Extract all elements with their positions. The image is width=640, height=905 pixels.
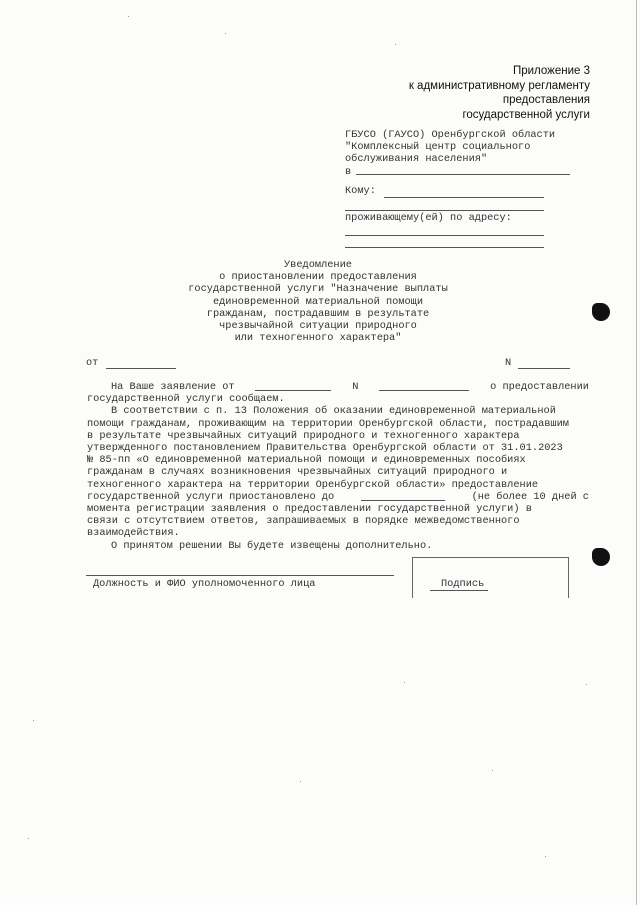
to-label: Кому: [345,185,376,197]
scan-speck [586,684,587,685]
address-line [345,235,544,236]
number-label: N [505,357,512,369]
in-label: в [345,165,352,178]
position-label: Должность и ФИО уполномоченного лица [93,578,316,590]
paragraph-2-line: В соответствии с п. 13 Положения об оказании единовременной материальной [111,405,556,418]
appendix-title: Приложение 3 [512,65,590,77]
scan-speck [545,856,546,857]
suspension-date-blank [361,491,445,501]
scan-speck [33,720,34,721]
statement-number-blank [379,381,469,391]
addressee-block [345,129,555,178]
scan-speck [492,770,493,771]
paragraph-1-line-2: государственной услуги сообщаем. [87,393,285,406]
date-line [106,368,176,369]
paragraph-2-line: связи с отсутствием ответов, запрашиваемых в порядке межведомственного [87,515,520,528]
paragraph-2-line: техногенного характера на территории Оренбургской области» предоставление [87,478,539,491]
page-edge [636,0,637,905]
signature-box [412,557,569,598]
notice-subject: государственной услуги "Назначение выплаты [188,283,448,296]
organization-name: ГБУСО (ГАУСО) Оренбургской области [345,129,556,141]
suspension-text: (не более 10 дней с [471,490,589,503]
appendix-line: государственной услуги [462,108,590,121]
hole-punch-mark [592,548,610,566]
date-from-label: от [86,357,99,369]
notice-body [87,381,589,552]
paragraph-2-line: № 85-пп «О единовременной материальной помощи и единовременных пособиях [87,454,526,467]
notice-subject: о приостановлении предоставления [219,271,417,284]
address-line-2 [345,247,544,248]
statement-text: о предоставлении [490,381,589,393]
signature-label: Подпись [441,578,485,590]
paragraph-2-line [87,491,589,503]
notice-title [150,259,486,344]
notice-subject: гражданам, пострадавшим в результате [206,307,430,320]
scan-speck [300,781,301,782]
scan-speck [404,682,405,683]
statement-date-blank [255,381,331,391]
appendix-line: к административному регламенту [408,79,590,92]
notice-subject: единовременной материальной помощи [212,295,424,308]
notice-subject: или техногенного характера" [234,332,402,345]
organization-name: обслуживания населения" [345,153,488,166]
scan-speck [28,838,29,839]
suspension-text: государственной услуги приостановлено до [87,490,335,503]
address-label: проживающему(ей) по адресу: [345,212,512,224]
notice-subject: чрезвычайной ситуации природного [219,320,417,333]
notice-heading: Уведомление [284,259,352,271]
organization-location-line [356,174,570,175]
paragraph-2-line: в результате чрезвычайных ситуаций природного и техногенного характера [87,429,520,442]
paragraph-2-line: утвержденного постановлением Правительства Оренбургской области от 31.01.2023 [87,442,563,455]
hole-punch-mark [592,303,610,321]
signature-line [430,590,488,591]
paragraph-3: О принятом решении Вы будете извещены дополнительно. [111,539,433,552]
recipient-name-line-2 [345,210,544,211]
scan-speck [225,33,226,34]
appendix-header [409,64,590,122]
paragraph-1-line-1 [87,381,589,393]
statement-text: На Ваше заявление от [111,381,235,393]
organization-name: "Комплексный центр социального [345,141,531,154]
paragraph-2-line: гражданам в случаях возникновения чрезвычайных ситуаций природного и [87,466,508,479]
paragraph-2-line: взаимодействия. [87,527,180,540]
number-line [518,368,570,369]
position-line [86,575,394,576]
appendix-line: предоставления [502,94,590,106]
scan-speck [128,16,129,17]
paragraph-2-line: момента регистрации заявления о предоставлении государственной услуги) в [87,503,532,516]
scan-speck [395,44,396,45]
statement-number-label: N [352,381,359,393]
paragraph-2-line: помощи гражданам, проживающим на территории Оренбургской области, пострадавшим [87,417,569,430]
recipient-name-line [384,197,544,198]
